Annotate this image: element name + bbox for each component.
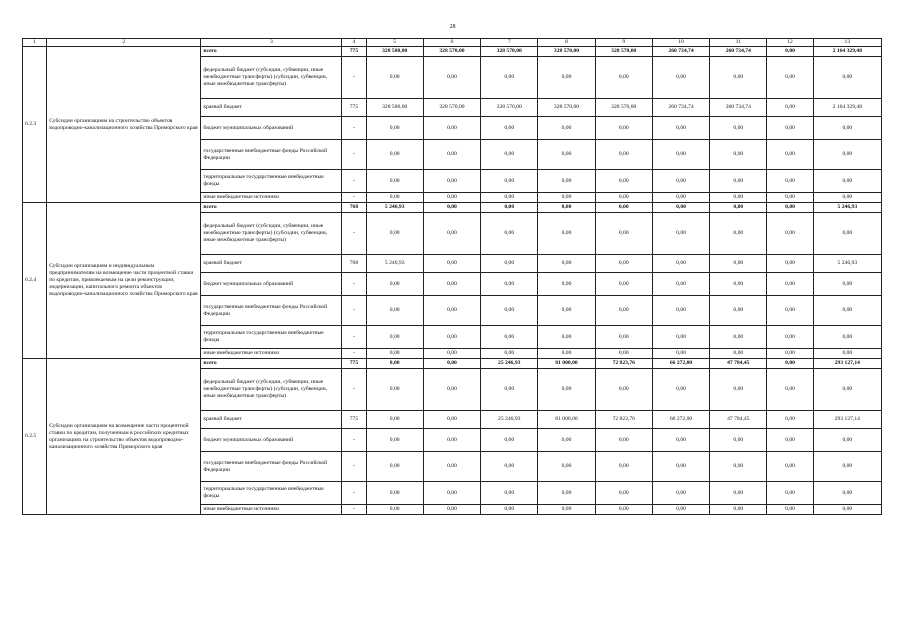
year-value: 0,00 xyxy=(538,429,595,452)
total-value: 0,00 xyxy=(813,482,881,505)
year-value: 0,00 xyxy=(710,429,767,452)
year-value: 0,00 xyxy=(423,213,480,255)
column-number-7: 7 xyxy=(481,39,538,47)
year-value: 0,00 xyxy=(538,140,595,170)
year-value: 0,00 xyxy=(652,140,709,170)
funding-source: всего xyxy=(201,203,342,213)
year-value: 0,00 xyxy=(366,482,423,505)
total-value: 0,00 xyxy=(813,117,881,140)
budget-code: - xyxy=(342,369,366,411)
column-number-1: 1 xyxy=(23,39,47,47)
year-value: 0,00 xyxy=(767,203,813,213)
year-value: 72 823,76 xyxy=(595,359,652,369)
funding-source: краевой бюджет xyxy=(201,99,342,117)
year-value: 260 734,74 xyxy=(710,47,767,57)
total-value: 0,00 xyxy=(813,505,881,515)
year-value: 0,00 xyxy=(366,296,423,326)
funding-source: федеральный бюджет (субсидии, субвенции, иные межбюджетные трансферты) (субсидии, субвенции, иные межбюджетные трансферты) xyxy=(201,213,342,255)
year-value: 0,00 xyxy=(710,203,767,213)
total-value: 0,00 xyxy=(813,193,881,203)
year-value: 0,00 xyxy=(767,117,813,140)
year-value: 0,00 xyxy=(767,429,813,452)
year-value: 0,00 xyxy=(595,452,652,482)
total-value: 0,00 xyxy=(813,213,881,255)
total-value: 0,00 xyxy=(813,140,881,170)
page-number: 28 xyxy=(449,24,456,30)
funding-source: территориальные государственные внебюджетные фонды xyxy=(201,170,342,193)
year-value: 0,00 xyxy=(538,170,595,193)
funding-source: федеральный бюджет (субсидии, субвенции, иные межбюджетные трансферты) (субсидии, субвенции, иные межбюджетные трансферты) xyxy=(201,57,342,99)
year-value: 0,00 xyxy=(595,429,652,452)
year-value: 0,00 xyxy=(423,203,480,213)
year-value: 0,00 xyxy=(538,296,595,326)
year-value: 0,00 xyxy=(767,359,813,369)
year-value: 0,00 xyxy=(538,326,595,349)
section-total-row xyxy=(23,203,882,213)
year-value: 0,00 xyxy=(767,482,813,505)
year-value: 0,00 xyxy=(423,296,480,326)
funding-source: иные внебюджетные источники xyxy=(201,193,342,203)
year-value: 260 734,74 xyxy=(710,99,767,117)
year-value: 0,00 xyxy=(366,140,423,170)
year-value: 0,00 xyxy=(767,193,813,203)
year-value: 0,00 xyxy=(423,326,480,349)
year-value: 0,00 xyxy=(366,411,423,429)
section-name: Субсидии организациям и индивидуальным предпринимателям на возмещение части процентной ставки по кредитам, привлекаемым на цели реконструкции, модернизации, капитального ремонта объектов водопроводно-канализационного хозяйства Приморского края xyxy=(47,203,201,359)
total-value: 0,00 xyxy=(813,57,881,99)
year-value: 0,00 xyxy=(767,47,813,57)
total-value: 0,00 xyxy=(813,273,881,296)
year-value: 0,00 xyxy=(710,296,767,326)
year-value: 72 823,76 xyxy=(595,411,652,429)
budget-code: 775 xyxy=(342,99,366,117)
budget-code: - xyxy=(342,170,366,193)
funding-source: государственные внебюджетные фонды Российской Федерации xyxy=(201,296,342,326)
year-value: 5 246,93 xyxy=(366,255,423,273)
year-value: 328 570,00 xyxy=(423,99,480,117)
budget-code: - xyxy=(342,429,366,452)
column-number-9: 9 xyxy=(595,39,652,47)
year-value: 0,00 xyxy=(366,359,423,369)
total-value: 0,00 xyxy=(813,369,881,411)
year-value: 25 246,93 xyxy=(481,359,538,369)
year-value: 66 272,00 xyxy=(652,411,709,429)
year-value: 0,00 xyxy=(481,482,538,505)
year-value: 0,00 xyxy=(481,140,538,170)
column-number-10: 10 xyxy=(652,39,709,47)
year-value: 0,00 xyxy=(710,140,767,170)
section-name: Субсидии организациям на строительство объектов водопроводно-канализационного хозяйства Приморского края xyxy=(47,47,201,203)
year-value: 0,00 xyxy=(595,482,652,505)
year-value: 0,00 xyxy=(710,326,767,349)
year-value: 0,00 xyxy=(595,369,652,411)
year-value: 0,00 xyxy=(595,505,652,515)
budget-code: 775 xyxy=(342,411,366,429)
budget-code: 768 xyxy=(342,203,366,213)
funding-source: территориальные государственные внебюджетные фонды xyxy=(201,326,342,349)
total-value: 0,00 xyxy=(813,452,881,482)
year-value: 0,00 xyxy=(366,213,423,255)
year-value: 0,00 xyxy=(652,505,709,515)
year-value: 25 246,93 xyxy=(481,411,538,429)
year-value: 0,00 xyxy=(652,452,709,482)
year-value: 328 570,00 xyxy=(481,99,538,117)
year-value: 0,00 xyxy=(423,411,480,429)
year-value: 0,00 xyxy=(710,213,767,255)
funding-source: всего xyxy=(201,359,342,369)
year-value: 0,00 xyxy=(767,99,813,117)
year-value: 0,00 xyxy=(710,255,767,273)
budget-code: - xyxy=(342,193,366,203)
year-value: 0,00 xyxy=(366,349,423,359)
year-value: 0,00 xyxy=(423,505,480,515)
year-value: 0,00 xyxy=(710,273,767,296)
column-number-12: 12 xyxy=(767,39,813,47)
budget-table xyxy=(22,38,882,515)
year-value: 0,00 xyxy=(710,482,767,505)
year-value: 0,00 xyxy=(710,57,767,99)
year-value: 328 570,00 xyxy=(595,99,652,117)
year-value: 0,00 xyxy=(595,273,652,296)
budget-code: - xyxy=(342,452,366,482)
year-value: 0,00 xyxy=(710,349,767,359)
year-value: 0,00 xyxy=(710,117,767,140)
year-value: 0,00 xyxy=(595,296,652,326)
year-value: 0,00 xyxy=(366,429,423,452)
budget-code: - xyxy=(342,117,366,140)
total-value: 0,00 xyxy=(813,349,881,359)
year-value: 328 580,00 xyxy=(366,47,423,57)
funding-source: бюджет муниципальных образований xyxy=(201,429,342,452)
budget-code: - xyxy=(342,482,366,505)
year-value: 0,00 xyxy=(595,255,652,273)
year-value: 0,00 xyxy=(481,203,538,213)
total-value: 2 164 329,48 xyxy=(813,99,881,117)
year-value: 0,00 xyxy=(481,57,538,99)
year-value: 0,00 xyxy=(767,57,813,99)
year-value: 0,00 xyxy=(423,57,480,99)
year-value: 0,00 xyxy=(481,296,538,326)
year-value: 0,00 xyxy=(767,349,813,359)
year-value: 328 570,00 xyxy=(538,99,595,117)
year-value: 0,00 xyxy=(767,296,813,326)
year-value: 0,00 xyxy=(767,326,813,349)
funding-source: территориальные государственные внебюджетные фонды xyxy=(201,482,342,505)
year-value: 0,00 xyxy=(423,193,480,203)
budget-code: 768 xyxy=(342,255,366,273)
year-value: 0,00 xyxy=(710,505,767,515)
total-value: 293 127,14 xyxy=(813,411,881,429)
year-value: 0,00 xyxy=(423,369,480,411)
year-value: 0,00 xyxy=(538,349,595,359)
year-value: 0,00 xyxy=(538,273,595,296)
year-value: 0,00 xyxy=(366,369,423,411)
year-value: 0,00 xyxy=(710,193,767,203)
total-value: 0,00 xyxy=(813,326,881,349)
year-value: 0,00 xyxy=(481,326,538,349)
year-value: 0,00 xyxy=(595,349,652,359)
year-value: 0,00 xyxy=(595,193,652,203)
year-value: 0,00 xyxy=(366,117,423,140)
year-value: 0,00 xyxy=(366,273,423,296)
section-total-row xyxy=(23,359,882,369)
year-value: 47 784,45 xyxy=(710,411,767,429)
year-value: 328 570,00 xyxy=(595,47,652,57)
year-value: 0,00 xyxy=(595,140,652,170)
budget-code: - xyxy=(342,273,366,296)
year-value: 0,00 xyxy=(423,359,480,369)
year-value: 0,00 xyxy=(710,369,767,411)
column-number-5: 5 xyxy=(366,39,423,47)
column-number-row xyxy=(23,39,882,47)
year-value: 0,00 xyxy=(652,57,709,99)
budget-code: - xyxy=(342,213,366,255)
year-value: 0,00 xyxy=(652,213,709,255)
year-value: 0,00 xyxy=(767,170,813,193)
year-value: 0,00 xyxy=(423,349,480,359)
year-value: 47 784,45 xyxy=(710,359,767,369)
year-value: 0,00 xyxy=(366,505,423,515)
funding-source: бюджет муниципальных образований xyxy=(201,273,342,296)
year-value: 0,00 xyxy=(366,193,423,203)
year-value: 0,00 xyxy=(481,369,538,411)
budget-code: - xyxy=(342,505,366,515)
year-value: 0,00 xyxy=(538,482,595,505)
year-value: 0,00 xyxy=(538,117,595,140)
year-value: 0,00 xyxy=(423,170,480,193)
year-value: 0,00 xyxy=(423,452,480,482)
year-value: 0,00 xyxy=(767,273,813,296)
year-value: 0,00 xyxy=(652,203,709,213)
funding-source: всего xyxy=(201,47,342,57)
year-value: 0,00 xyxy=(538,57,595,99)
year-value: 81 000,00 xyxy=(538,359,595,369)
year-value: 0,00 xyxy=(423,255,480,273)
funding-source: государственные внебюджетные фонды Российской Федерации xyxy=(201,452,342,482)
year-value: 0,00 xyxy=(767,369,813,411)
year-value: 0,00 xyxy=(366,170,423,193)
total-value: 293 127,14 xyxy=(813,359,881,369)
total-value: 0,00 xyxy=(813,296,881,326)
year-value: 328 580,00 xyxy=(366,99,423,117)
year-value: 0,00 xyxy=(595,170,652,193)
year-value: 0,00 xyxy=(423,482,480,505)
year-value: 0,00 xyxy=(595,117,652,140)
year-value: 0,00 xyxy=(481,213,538,255)
total-value: 0,00 xyxy=(813,429,881,452)
year-value: 328 570,00 xyxy=(538,47,595,57)
year-value: 0,00 xyxy=(481,170,538,193)
year-value: 0,00 xyxy=(652,326,709,349)
funding-source: бюджет муниципальных образований xyxy=(201,117,342,140)
year-value: 0,00 xyxy=(652,117,709,140)
year-value: 0,00 xyxy=(595,203,652,213)
year-value: 0,00 xyxy=(366,452,423,482)
year-value: 0,00 xyxy=(538,505,595,515)
funding-source: государственные внебюджетные фонды Российской Федерации xyxy=(201,140,342,170)
year-value: 0,00 xyxy=(595,326,652,349)
section-number: 6.2.3 xyxy=(23,47,47,203)
year-value: 0,00 xyxy=(481,429,538,452)
year-value: 0,00 xyxy=(767,452,813,482)
year-value: 0,00 xyxy=(538,369,595,411)
year-value: 0,00 xyxy=(481,193,538,203)
year-value: 0,00 xyxy=(652,273,709,296)
year-value: 0,00 xyxy=(538,255,595,273)
year-value: 0,00 xyxy=(652,296,709,326)
total-value: 2 164 329,48 xyxy=(813,47,881,57)
column-number-8: 8 xyxy=(538,39,595,47)
budget-code: - xyxy=(342,326,366,349)
column-number-13: 13 xyxy=(813,39,881,47)
year-value: 0,00 xyxy=(767,255,813,273)
funding-source: федеральный бюджет (субсидии, субвенции, иные межбюджетные трансферты) (субсидии, субвенции, иные межбюджетные трансферты) xyxy=(201,369,342,411)
year-value: 0,00 xyxy=(710,170,767,193)
year-value: 0,00 xyxy=(652,429,709,452)
year-value: 0,00 xyxy=(767,411,813,429)
column-number-4: 4 xyxy=(342,39,366,47)
year-value: 0,00 xyxy=(652,349,709,359)
funding-source: краевой бюджет xyxy=(201,255,342,273)
year-value: 0,00 xyxy=(481,505,538,515)
year-value: 0,00 xyxy=(423,273,480,296)
year-value: 0,00 xyxy=(481,273,538,296)
year-value: 0,00 xyxy=(366,57,423,99)
section-total-row xyxy=(23,47,882,57)
year-value: 0,00 xyxy=(652,255,709,273)
year-value: 0,00 xyxy=(538,193,595,203)
budget-code: - xyxy=(342,140,366,170)
year-value: 0,00 xyxy=(767,505,813,515)
year-value: 0,00 xyxy=(595,57,652,99)
section-number: 6.2.5 xyxy=(23,359,47,515)
year-value: 0,00 xyxy=(423,429,480,452)
budget-code: 775 xyxy=(342,47,366,57)
year-value: 0,00 xyxy=(423,140,480,170)
budget-code: - xyxy=(342,349,366,359)
budget-code: 775 xyxy=(342,359,366,369)
year-value: 0,00 xyxy=(366,326,423,349)
column-number-3: 3 xyxy=(201,39,342,47)
year-value: 0,00 xyxy=(767,213,813,255)
year-value: 0,00 xyxy=(481,452,538,482)
column-number-6: 6 xyxy=(423,39,480,47)
total-value: 5 246,93 xyxy=(813,255,881,273)
year-value: 0,00 xyxy=(652,369,709,411)
funding-source: краевой бюджет xyxy=(201,411,342,429)
year-value: 328 570,00 xyxy=(481,47,538,57)
year-value: 0,00 xyxy=(710,452,767,482)
total-value: 0,00 xyxy=(813,170,881,193)
year-value: 328 570,00 xyxy=(423,47,480,57)
year-value: 0,00 xyxy=(595,213,652,255)
budget-code: - xyxy=(342,57,366,99)
year-value: 0,00 xyxy=(652,193,709,203)
year-value: 260 734,74 xyxy=(652,47,709,57)
year-value: 0,00 xyxy=(538,213,595,255)
year-value: 0,00 xyxy=(481,255,538,273)
total-value: 5 246,93 xyxy=(813,203,881,213)
year-value: 0,00 xyxy=(481,117,538,140)
year-value: 66 272,00 xyxy=(652,359,709,369)
section-name: Субсидии организациям на возмещение части процентной ставки по кредитам, полученным в российских кредитных организациях на строительство объектов водопроводно-канализационного хозяйства Приморского края xyxy=(47,359,201,515)
year-value: 5 246,93 xyxy=(366,203,423,213)
funding-source: иные внебюджетные источники xyxy=(201,505,342,515)
year-value: 0,00 xyxy=(538,452,595,482)
column-number-11: 11 xyxy=(710,39,767,47)
column-number-2: 2 xyxy=(47,39,201,47)
year-value: 0,00 xyxy=(423,117,480,140)
budget-code: - xyxy=(342,296,366,326)
year-value: 0,00 xyxy=(538,203,595,213)
year-value: 0,00 xyxy=(767,140,813,170)
year-value: 0,00 xyxy=(481,349,538,359)
year-value: 0,00 xyxy=(652,482,709,505)
year-value: 81 000,00 xyxy=(538,411,595,429)
funding-source: иные внебюджетные источники xyxy=(201,349,342,359)
year-value: 260 734,74 xyxy=(652,99,709,117)
year-value: 0,00 xyxy=(652,170,709,193)
section-number: 6.2.4 xyxy=(23,203,47,359)
